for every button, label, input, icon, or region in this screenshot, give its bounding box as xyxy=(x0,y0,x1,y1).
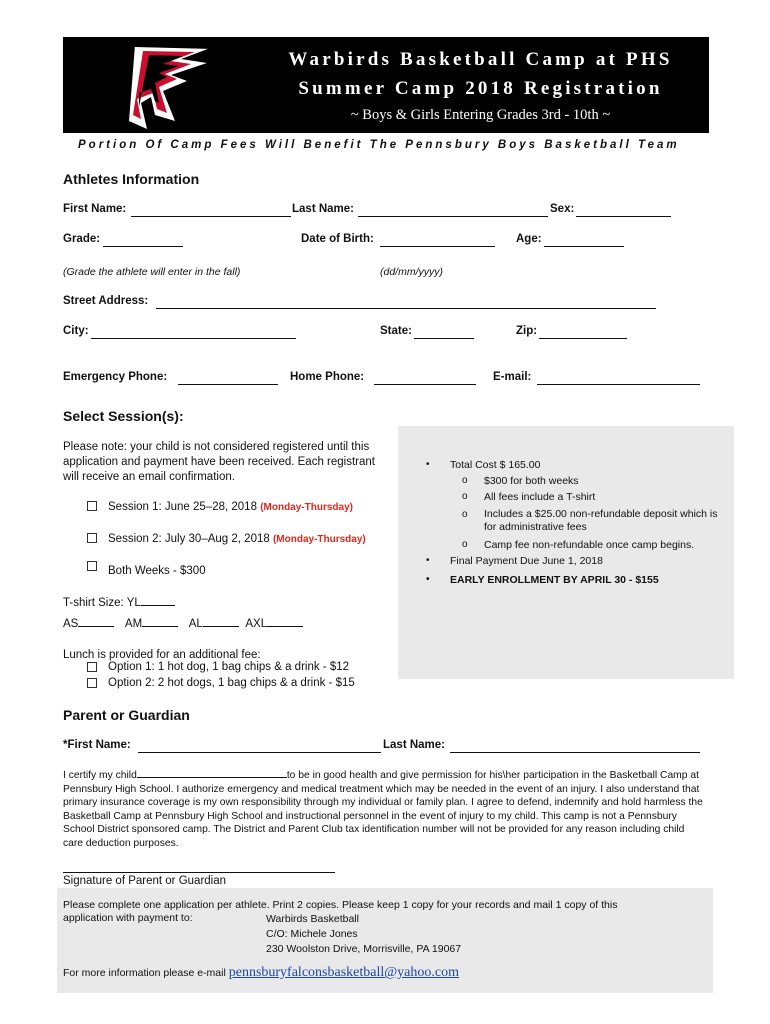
session1-label xyxy=(108,500,353,515)
certify-start: I certify my child xyxy=(63,770,137,781)
fee-early-item xyxy=(426,572,726,588)
last-name-label: Last Name: xyxy=(292,203,354,215)
fee-sub1-item xyxy=(426,473,726,489)
size-as-field[interactable] xyxy=(78,626,114,627)
size-axl: AXL xyxy=(245,618,268,630)
state-label: State: xyxy=(380,325,412,337)
fee-total-item xyxy=(426,457,726,473)
lunch-option1-label: Option 1: 1 hot dog, 1 bag chips & a drink - $12 xyxy=(108,661,350,673)
session2-days: (Monday-Thursday) xyxy=(272,534,366,545)
address-line1: Warbirds Basketball xyxy=(266,913,359,925)
parent-last-label: Last Name: xyxy=(383,739,445,751)
fee-early: EARLY ENROLLMENT BY APRIL 30 - $155 xyxy=(450,574,659,586)
athletes-heading: Athletes Information xyxy=(63,171,200,187)
email-field[interactable] xyxy=(537,384,700,385)
bullet-icon: • xyxy=(426,574,430,585)
last-name-field[interactable] xyxy=(358,216,548,217)
falcon-logo xyxy=(63,37,253,133)
emergency-phone-label: Emergency Phone: xyxy=(63,371,168,383)
portion-note: Portion Of Camp Fees Will Benefit The Pennsbury Boys Basketball Team xyxy=(78,139,680,151)
fee-final: Final Payment Due June 1, 2018 xyxy=(450,555,603,567)
contact-email-link[interactable]: pennsburyfalconsbasketball@yahoo.com xyxy=(228,965,459,980)
size-row xyxy=(63,617,303,632)
sex-label: Sex: xyxy=(550,203,575,215)
zip-field[interactable] xyxy=(539,338,627,339)
dob-hint: (dd/mm/yyyy) xyxy=(380,266,443,278)
session2-checkbox[interactable] xyxy=(87,533,97,543)
registration-note: Please note: your child is not considered registered until this application and payment have been received. Each registrant will receive an email confirmation. xyxy=(63,441,375,483)
city-field[interactable] xyxy=(91,338,296,339)
size-al-field[interactable] xyxy=(203,626,239,627)
size-as: AS xyxy=(63,618,79,630)
size-am-field[interactable] xyxy=(142,626,178,627)
fee-sub3-item xyxy=(426,508,726,534)
header-banner xyxy=(63,37,709,133)
size-am: AM xyxy=(124,618,143,630)
size-axl-field[interactable] xyxy=(267,626,303,627)
tshirt-row xyxy=(63,596,175,611)
parent-heading: Parent or Guardian xyxy=(63,707,190,723)
mailing-box xyxy=(57,888,713,993)
fee-sub2: All fees include a T-shirt xyxy=(484,491,596,503)
circle-bullet-icon: o xyxy=(462,491,468,502)
address-line3: 230 Woolston Drive, Morrisville, PA 19067 xyxy=(266,943,462,955)
emergency-phone-field[interactable] xyxy=(178,384,278,385)
parent-last-field[interactable] xyxy=(450,752,700,753)
fees-list xyxy=(426,457,726,588)
sex-field[interactable] xyxy=(576,216,671,217)
grade-field[interactable] xyxy=(103,246,183,247)
home-phone-field[interactable] xyxy=(374,384,476,385)
parent-first-label: *First Name: xyxy=(63,739,131,751)
fees-box xyxy=(398,426,734,679)
session2-label xyxy=(108,532,366,547)
fee-sub3: Includes a $25.00 non-refundable deposit which is for administrative fees xyxy=(484,508,718,533)
first-name-label: First Name: xyxy=(63,203,127,215)
more-info-row xyxy=(63,965,459,981)
fee-sub4: Camp fee non-refundable once camp begins. xyxy=(484,539,695,551)
session1-days: (Monday-Thursday) xyxy=(260,502,353,513)
grade-label: Grade: xyxy=(63,233,101,245)
session1-checkbox[interactable] xyxy=(87,501,97,511)
size-yl: YL xyxy=(126,597,141,609)
mailing-address xyxy=(266,912,461,957)
circle-bullet-icon: o xyxy=(462,509,468,520)
grade-hint: (Grade the athlete will enter in the fall) xyxy=(63,266,241,278)
state-field[interactable] xyxy=(414,338,474,339)
age-label: Age: xyxy=(516,233,542,245)
both-weeks-label: Both Weeks - $300 xyxy=(108,565,206,577)
tshirt-label: T-shirt Size: xyxy=(63,597,124,609)
signature-line[interactable] xyxy=(63,872,335,873)
banner-title-line1: Warbirds Basketball Camp at PHS xyxy=(288,49,673,70)
age-field[interactable] xyxy=(544,246,624,247)
certification-text xyxy=(63,769,705,850)
zip-label: Zip: xyxy=(516,325,538,337)
certify-rest: to be in good health and give permission for his\her participation in the Basketball Camp at Pennsbury High School. I authorize emergency and medical treatment which may be needed in the event of an injury. I also understand that primary insurance coverage is my own responsibility through my individual or family plan. I agree to defend, indemnify and hold harmless the Basketball Camp at Pennsbury High School and instructional personnel in the event of injury to my child. This camp is not a Pennsbury School District sponsored camp. The District and Parent Club tax identification number will not be provided for any reason including child care deduction purposes. xyxy=(63,770,703,849)
banner-subtitle: ~ Boys & Girls Entering Grades 3rd - 10th ~ xyxy=(350,107,611,123)
address-line2: C/O: Michele Jones xyxy=(266,928,358,940)
banner-title-line2: Summer Camp 2018 Registration xyxy=(298,78,663,99)
circle-bullet-icon: o xyxy=(462,475,468,486)
city-label: City: xyxy=(63,325,89,337)
more-info-text: For more information please e-mail xyxy=(63,967,226,979)
fee-sub2-item xyxy=(426,489,726,505)
circle-bullet-icon: o xyxy=(462,539,468,550)
lunch-option2-label: Option 2: 2 hot dogs, 1 bag chips & a drink - $15 xyxy=(108,677,355,689)
child-name-field[interactable] xyxy=(137,777,287,778)
dob-field[interactable] xyxy=(380,246,495,247)
lunch-intro: Lunch is provided for an additional fee: xyxy=(63,649,261,661)
signature-label: Signature of Parent or Guardian xyxy=(63,875,227,887)
bullet-icon: • xyxy=(426,555,430,566)
street-label: Street Address: xyxy=(63,295,149,307)
size-yl-field[interactable] xyxy=(141,605,175,606)
mailing-line1: Please complete one application per athlete. Print 2 copies. Please keep 1 copy for your records and mail 1 copy of this xyxy=(63,899,618,911)
mailing-line2: application with payment to: xyxy=(63,912,193,924)
fee-total: Total Cost $ 165.00 xyxy=(450,459,541,471)
session1-text: Session 1: June 25–28, 2018 xyxy=(108,501,257,513)
fee-final-item xyxy=(426,553,726,569)
home-phone-label: Home Phone: xyxy=(290,371,365,383)
fee-sub4-item xyxy=(426,537,726,553)
size-al: AL xyxy=(188,618,203,630)
bullet-icon: • xyxy=(426,459,430,470)
first-name-field[interactable] xyxy=(131,216,291,217)
fee-sub1: $300 for both weeks xyxy=(484,475,579,487)
session2-text: Session 2: July 30–Aug 2, 2018 xyxy=(108,533,270,545)
email-label: E-mail: xyxy=(493,371,532,383)
dob-label: Date of Birth: xyxy=(301,233,374,245)
sessions-heading: Select Session(s): xyxy=(63,408,184,424)
both-weeks-checkbox[interactable] xyxy=(87,561,97,571)
street-field[interactable] xyxy=(156,308,656,309)
lunch-option2-checkbox[interactable] xyxy=(87,678,97,688)
lunch-option1-checkbox[interactable] xyxy=(87,662,97,672)
parent-first-field[interactable] xyxy=(138,752,381,753)
